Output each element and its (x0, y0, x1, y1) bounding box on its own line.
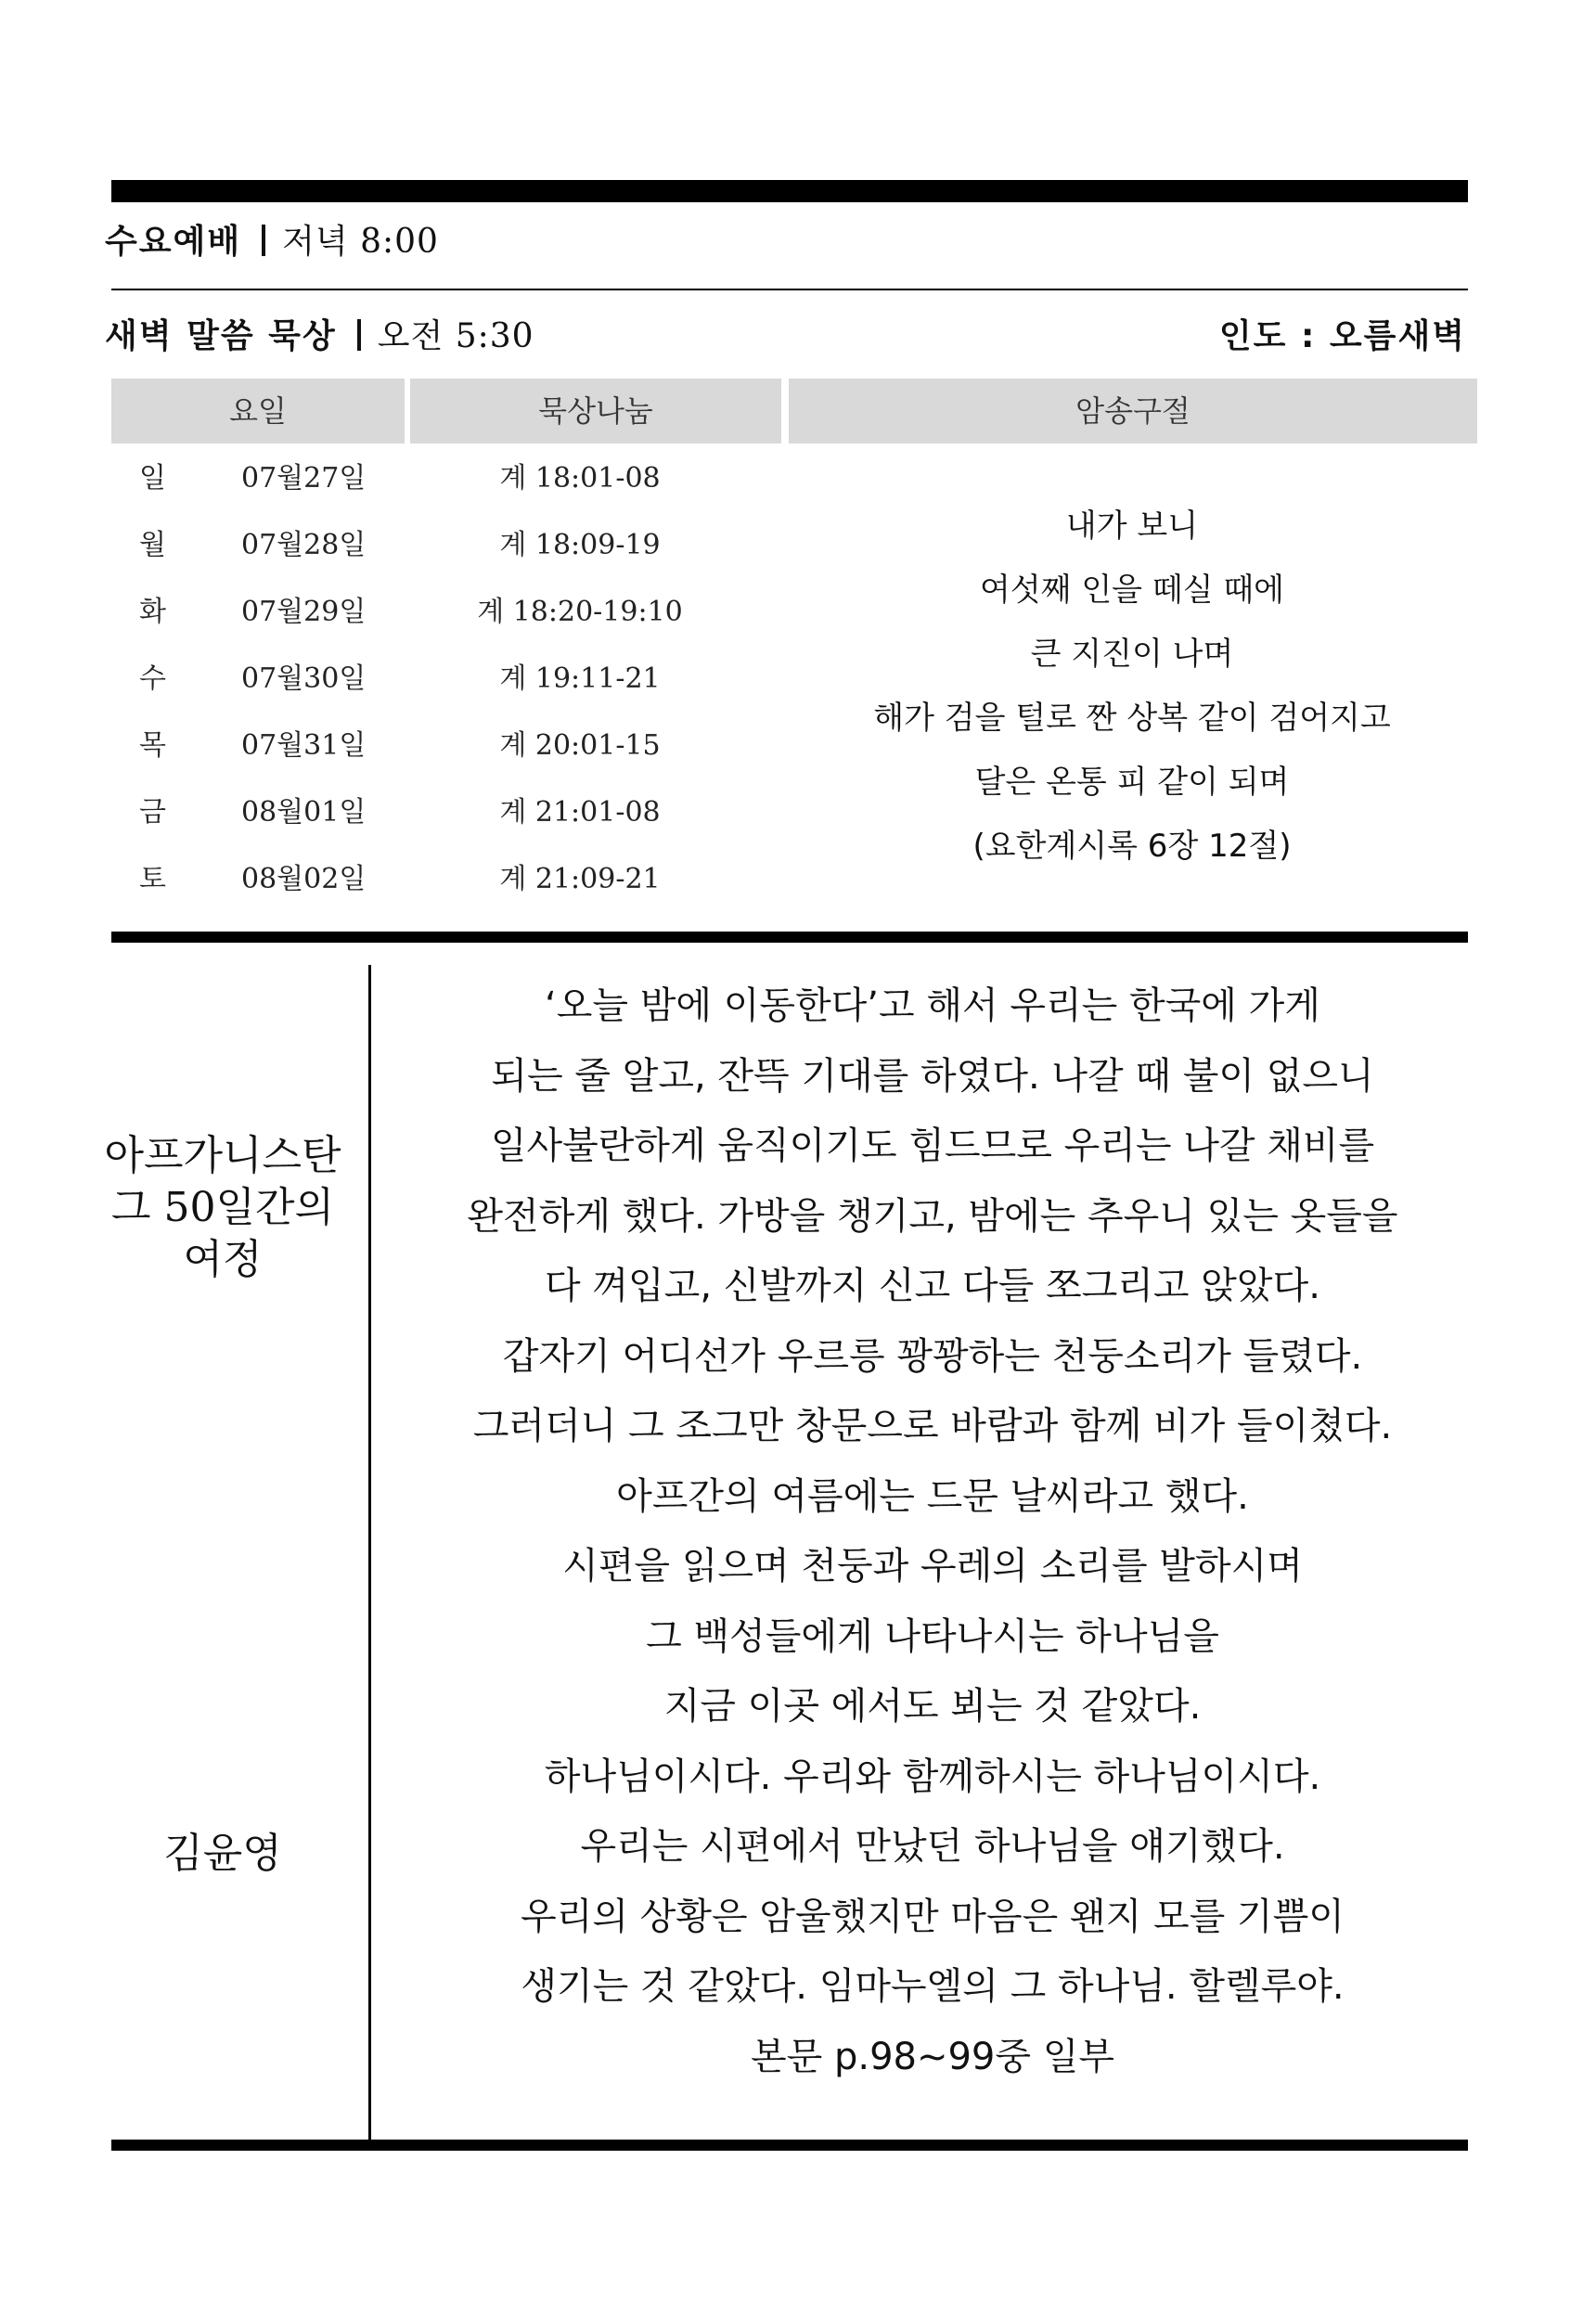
body-line: 다 껴입고, 신발까지 신고 다들 쪼그리고 앉았다. (545, 1265, 1320, 1307)
body-line: 우리의 상황은 암울했지만 마음은 왠지 모를 기쁨이 (521, 1895, 1345, 1938)
row-reference: 계 21:09-21 (499, 863, 661, 895)
body-line: 그 백성들에게 나타나시는 하나님을 (646, 1614, 1219, 1658)
row-date: 08월02일 (241, 863, 367, 895)
body-line: 일사불란하게 움직이기도 힘드므로 우리는 나갈 채비를 (490, 1125, 1375, 1167)
dawn-meditation-time: 오전 5:30 (377, 317, 534, 355)
verse-line: 큰 지진이 나며 (1030, 636, 1234, 673)
header-meditation: 묵상나눔 (410, 379, 781, 443)
title-line: 아프가니스탄 (104, 1132, 341, 1179)
dawn-meditation-row (105, 314, 534, 360)
body-line: 시편을 읽으며 천둥과 우레의 소리를 발하시며 (562, 1545, 1303, 1588)
row-date: 07월28일 (241, 529, 367, 561)
table-row (111, 846, 789, 913)
table-row (111, 445, 789, 512)
row-date: 07월27일 (241, 462, 367, 495)
dawn-meditation-label: 새벽 말씀 묵상 (105, 317, 337, 355)
verse-line: 내가 보니 (1065, 508, 1199, 545)
title-line: 그 50일간의 (111, 1184, 334, 1231)
body-line: 되는 줄 알고, 잔뜩 기대를 하였다. 나갈 때 불이 없으니 (491, 1054, 1374, 1098)
verse-line: 해가 검을 털로 짠 상복 같이 검어지고 (873, 700, 1391, 737)
wednesday-service-label: 수요예배 (105, 223, 242, 261)
divider (111, 289, 1468, 290)
row-date: 07월30일 (241, 662, 367, 695)
body-line: 갑자기 어디선가 우르릉 꽝꽝하는 천둥소리가 들렸다. (502, 1334, 1363, 1378)
row-day: 화 (139, 596, 166, 628)
row-day: 월 (139, 529, 166, 561)
top-rule (111, 180, 1468, 202)
verse-line: 달은 온통 피 같이 되며 (974, 764, 1290, 801)
article-author: 김윤영 (163, 1830, 282, 1877)
verse-reference: (요한계시록 6장 12절) (972, 828, 1292, 865)
article-body (399, 971, 1466, 2092)
row-reference: 계 18:01-08 (499, 462, 661, 495)
row-reference: 계 18:09-19 (499, 529, 661, 561)
body-line: 완전하게 했다. 가방을 챙기고, 밤에는 추우니 있는 옷들을 (467, 1194, 1398, 1238)
body-line: 아프간의 여름에는 드문 날씨라고 했다. (616, 1474, 1249, 1518)
row-reference: 계 21:01-08 (499, 796, 661, 829)
title-line: 여정 (183, 1236, 263, 1283)
table-row (111, 779, 789, 846)
memory-verse (798, 495, 1466, 879)
table-row (111, 579, 789, 646)
article-title (84, 1130, 362, 1286)
row-date: 07월29일 (241, 596, 367, 628)
dawn-leader: 인도 : 오름새벽 (1218, 317, 1466, 355)
row-day: 일 (139, 462, 166, 495)
row-reference: 계 19:11-21 (499, 662, 661, 695)
body-line: 생기는 것 같았다. 임마누엘의 그 하나님. 할렐루야. (521, 1965, 1345, 2008)
table-row (111, 713, 789, 779)
separator (262, 225, 265, 256)
header-day: 요일 (111, 379, 405, 443)
body-line: 지금 이곳 에서도 뵈는 것 같았다. (663, 1685, 1202, 1728)
row-day: 토 (139, 863, 166, 895)
body-line: 하나님이시다. 우리와 함께하시는 하나님이시다. (544, 1755, 1321, 1798)
row-reference: 계 18:20-19:10 (477, 596, 683, 628)
row-day: 금 (139, 796, 166, 829)
separator (357, 319, 361, 351)
header-memory-verse: 암송구절 (789, 379, 1477, 443)
wednesday-service-time: 저녁 8:00 (282, 223, 439, 261)
row-day: 수 (139, 662, 166, 695)
row-day: 목 (139, 729, 166, 762)
source-note: 본문 p.98~99중 일부 (750, 2035, 1115, 2078)
middle-rule (111, 932, 1468, 943)
row-reference: 계 20:01-15 (499, 729, 661, 762)
body-line: 우리는 시편에서 만났던 하나님을 얘기했다. (580, 1825, 1285, 1868)
wednesday-service-row (105, 219, 439, 265)
body-line: 그러더니 그 조그만 창문으로 바람과 함께 비가 들이쳤다. (472, 1405, 1393, 1447)
row-date: 07월31일 (241, 729, 367, 762)
table-row (111, 646, 789, 713)
table-row (111, 512, 789, 579)
row-date: 08월01일 (241, 796, 367, 829)
verse-line: 여섯째 인을 떼실 때에 (979, 572, 1285, 609)
body-line: ‘오늘 밤에 이동한다’고 해서 우리는 한국에 가게 (545, 984, 1320, 1027)
column-divider (368, 965, 371, 2149)
bottom-rule (111, 2140, 1468, 2151)
